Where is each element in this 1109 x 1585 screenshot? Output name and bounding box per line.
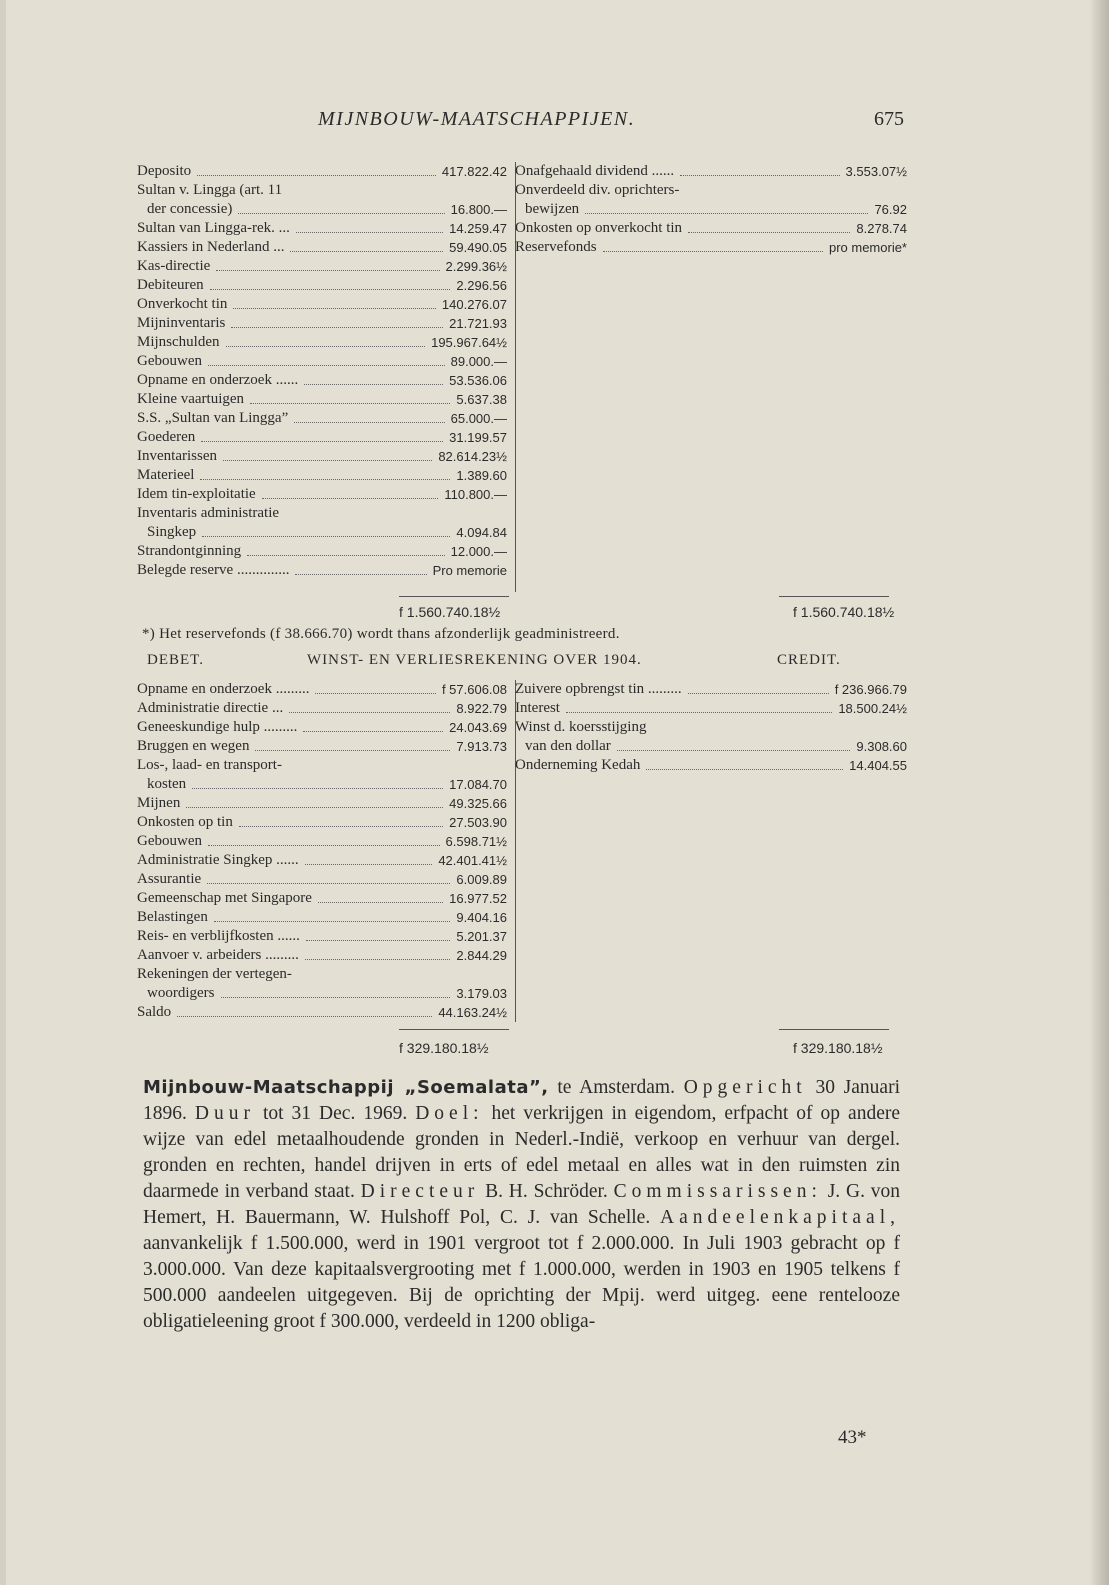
entry-label: Reis- en verblijfkosten ......: [137, 928, 300, 944]
entry-row: [137, 485, 507, 504]
total-rule-right: [779, 596, 889, 597]
entry-label: Aanvoer v. arbeiders .........: [137, 947, 299, 963]
leader-dots: [210, 289, 450, 290]
leader-dots: [688, 232, 850, 233]
leader-dots: [294, 422, 445, 423]
entry-label: Belastingen: [137, 909, 208, 925]
entry-label: Inventarissen: [137, 448, 217, 464]
entry-amount: 31.199.57: [449, 430, 507, 445]
leader-dots: [238, 213, 445, 214]
entry-row: [515, 200, 907, 219]
entry-amount: 42.401.41½: [438, 853, 507, 868]
entry-label: Opname en onderzoek ......: [137, 372, 299, 388]
entry-label: Debiteuren: [137, 277, 204, 293]
leader-dots: [192, 788, 443, 789]
leader-dots: [295, 574, 427, 575]
entry-row: [137, 946, 507, 965]
balance-debit-column: [137, 162, 516, 592]
entry-amount: 195.967.64½: [431, 335, 507, 350]
entry-label: Goederen: [137, 429, 196, 445]
leader-dots: [233, 308, 436, 309]
leader-dots: [303, 731, 443, 732]
entry-label: Kassiers in Nederland ...: [137, 239, 285, 255]
leader-dots: [216, 270, 440, 271]
entry-label: Administratie directie ...: [137, 700, 284, 716]
entry-row: [137, 238, 507, 257]
leader-dots: [250, 403, 450, 404]
entry-row: [137, 504, 507, 523]
leader-dots: [306, 940, 450, 941]
entry-amount: f 57.606.08: [441, 682, 507, 697]
pl-debit-column: [137, 680, 516, 1022]
entry-amount: f 236.966.79: [834, 682, 907, 697]
entry-label: Assurantie: [137, 871, 202, 887]
entry-row: [137, 889, 507, 908]
leader-dots: [186, 807, 443, 808]
footnote: *) Het reservefonds (f 38.666.70) wordt thans afzonderlijk geadministreerd.: [142, 626, 620, 642]
pl-rule-left: [399, 1029, 509, 1030]
entry-label: Deposito: [137, 163, 192, 179]
pl-total-right: f 329.180.18½: [793, 1040, 883, 1056]
entry-amount: 140.276.07: [441, 297, 507, 312]
entry-row: [137, 181, 507, 200]
debet-label: DEBET.: [147, 652, 204, 668]
entry-amount: 9.404.16: [456, 910, 507, 925]
entry-label: Gebouwen: [137, 353, 202, 369]
kapitaal-label: Aandeelenkapitaal,: [660, 1207, 900, 1228]
duur-label: Duur: [194, 1103, 255, 1124]
leader-dots: [585, 213, 868, 214]
entry-row: [137, 984, 507, 1003]
entry-label: Onderneming Kedah: [515, 757, 641, 773]
entry-row: [137, 699, 507, 718]
entry-label: woordigers: [147, 985, 215, 1001]
entry-row: [137, 965, 507, 984]
entry-row: [515, 718, 907, 737]
leader-dots: [200, 479, 450, 480]
pl-title: WINST- EN VERLIESREKENING OVER 1904.: [307, 652, 642, 668]
leader-dots: [603, 251, 823, 252]
entry-row: [515, 219, 907, 238]
entry-label: Belegde reserve ..............: [137, 562, 290, 578]
entry-row: [515, 699, 907, 718]
entry-row: [137, 447, 507, 466]
page-gutter: [0, 0, 6, 1585]
entry-label: S.S. „Sultan van Lingga”: [137, 410, 289, 426]
entry-row: [137, 870, 507, 889]
entry-label: Geneeskundige hulp .........: [137, 719, 298, 735]
entry-label: Los-, laad- en transport-: [137, 757, 282, 773]
entry-row: [137, 295, 507, 314]
entry-amount: 417.822.42: [441, 164, 507, 179]
entry-row: [137, 927, 507, 946]
leader-dots: [688, 693, 829, 694]
directeur-label: Directeur: [360, 1181, 480, 1202]
entry-amount: 53.536.06: [449, 373, 507, 388]
entry-label: Administratie Singkep ......: [137, 852, 299, 868]
entry-row: [137, 718, 507, 737]
text-fragment: J. G. von Hemert, H. Bauermann, W. Hulshoff Pol, C. J. van Schelle.: [143, 1181, 901, 1228]
entry-row: [137, 737, 507, 756]
entry-row: [137, 908, 507, 927]
entry-amount: 17.084.70: [449, 777, 507, 792]
page-edge-shadow: [1089, 0, 1109, 1585]
entry-row: [137, 314, 507, 333]
entry-amount: 18.500.24½: [838, 701, 907, 716]
entry-label: Sultan v. Lingga (art. 11: [137, 182, 283, 198]
leader-dots: [617, 750, 850, 751]
entry-label: Gebouwen: [137, 833, 202, 849]
leader-dots: [226, 346, 425, 347]
entry-amount: 9.308.60: [856, 739, 907, 754]
entry-row: [515, 162, 907, 181]
company-description: [143, 1075, 900, 1335]
entry-amount: 8.922.79: [456, 701, 507, 716]
opgericht-label: Opgericht: [683, 1077, 807, 1098]
leader-dots: [197, 175, 436, 176]
entry-row: [137, 775, 507, 794]
entry-label: Onkosten op tin: [137, 814, 233, 830]
entry-amount: 24.043.69: [449, 720, 507, 735]
entry-amount: 2.296.56: [456, 278, 507, 293]
entry-label: bewijzen: [525, 201, 580, 217]
entry-amount: 27.503.90: [449, 815, 507, 830]
leader-dots: [201, 441, 443, 442]
entry-row: [137, 333, 507, 352]
entry-amount: 21.721.93: [449, 316, 507, 331]
entry-amount: Pro memorie: [432, 563, 507, 578]
entry-amount: 5.201.37: [456, 929, 507, 944]
entry-row: [137, 756, 507, 775]
entry-amount: 89.000.—: [450, 354, 507, 369]
entry-amount: 5.637.38: [456, 392, 507, 407]
entry-row: [137, 409, 507, 428]
entry-amount: 2.844.29: [456, 948, 507, 963]
leader-dots: [296, 232, 443, 233]
leader-dots: [208, 365, 445, 366]
entry-amount: 16.977.52: [449, 891, 507, 906]
entry-amount: 82.614.23½: [438, 449, 507, 464]
entry-label: Bruggen en wegen: [137, 738, 250, 754]
entry-row: [515, 756, 907, 775]
leader-dots: [221, 997, 450, 998]
leader-dots: [247, 555, 445, 556]
signature-mark: 43*: [838, 1427, 867, 1448]
entry-amount: 16.800.—: [450, 202, 507, 217]
entry-amount: 1.389.60: [456, 468, 507, 483]
entry-row: [137, 219, 507, 238]
entry-amount: 59.490.05: [449, 240, 507, 255]
entry-amount: 76.92: [874, 202, 907, 217]
leader-dots: [223, 460, 432, 461]
leader-dots: [255, 750, 450, 751]
entry-label: Winst d. koersstijging: [515, 719, 647, 735]
entry-row: [137, 794, 507, 813]
text-fragment: het verkrijgen in eigendom, erfpacht of op andere wijze van edel metaalhoudende gronden in Nederl.-Indië, verkoop en verhuur van dergel. gronden en rechten, handel drijven in erts of edel metaal en alles wat in den ruimsten zin daarmede in verband staat.: [143, 1103, 901, 1202]
leader-dots: [177, 1016, 432, 1017]
entry-label: Onkosten op onverkocht tin: [515, 220, 683, 236]
entry-label: der concessie): [147, 201, 233, 217]
entry-amount: 3.553.07½: [845, 164, 907, 179]
entry-row: [137, 466, 507, 485]
leader-dots: [208, 845, 440, 846]
entry-label: Opname en onderzoek .........: [137, 681, 310, 697]
running-head: [0, 108, 1109, 134]
entry-amount: pro memorie*: [828, 240, 907, 255]
entry-row: [137, 542, 507, 561]
entry-label: kosten: [147, 776, 187, 792]
balance-credit-column: [515, 162, 907, 257]
balance-total-right: f 1.560.740.18½: [793, 604, 895, 620]
pl-rule-right: [779, 1029, 889, 1030]
entry-row: [137, 813, 507, 832]
pl-total-left: f 329.180.18½: [399, 1040, 489, 1056]
entry-row: [515, 737, 907, 756]
entry-row: [137, 428, 507, 447]
entry-label: Rekeningen der vertegen-: [137, 966, 292, 982]
entry-label: Mijninventaris: [137, 315, 226, 331]
entry-amount: 49.325.66: [449, 796, 507, 811]
entry-amount: 14.404.55: [849, 758, 907, 773]
leader-dots: [304, 384, 443, 385]
leader-dots: [214, 921, 450, 922]
text-fragment: aanvankelijk f 1.500.000, werd in 1901 vergroot tot f 2.000.000. In Juli 1903 gebracht op f 3.000.000. Van deze kapitaalsvergrooting met f 1.000.000, werden in 1903 en 1905 telkens f 500.000 aandeelen uitgegeven. Bij de oprichting der Mpij. werd uitgeg. eene rentelooze obligatieleening groot f 300.000, verdeeld in 1200 obliga-: [143, 1233, 900, 1332]
entry-label: Singkep: [147, 524, 197, 540]
page-number: 675: [874, 108, 904, 130]
entry-row: [137, 832, 507, 851]
entry-row: [137, 352, 507, 371]
entry-label: Materieel: [137, 467, 195, 483]
text-fragment: 30 Januari 1896.: [143, 1077, 900, 1124]
entry-row: [515, 238, 907, 257]
entry-label: van den dollar: [525, 738, 611, 754]
text-fragment: tot 31 Dec. 1969.: [254, 1103, 416, 1124]
entry-label: Reservefonds: [515, 239, 597, 255]
text-fragment: B. H. Schröder.: [479, 1181, 614, 1202]
entry-row: [137, 523, 507, 542]
entry-label: Strandontginning: [137, 543, 242, 559]
entry-amount: 65.000.—: [450, 411, 507, 426]
leader-dots: [231, 327, 443, 328]
running-head-title: MIJNBOUW-MAATSCHAPPIJEN.: [318, 108, 636, 130]
entry-amount: 4.094.84: [456, 525, 507, 540]
entry-row: [137, 851, 507, 870]
total-rule-left: [399, 596, 509, 597]
entry-row: [137, 371, 507, 390]
credit-label: CREDIT.: [777, 652, 841, 668]
pl-heading: [137, 652, 907, 674]
entry-amount: 110.800.—: [444, 487, 507, 502]
entry-label: Idem tin-exploitatie: [137, 486, 256, 502]
balance-totals: [137, 592, 907, 626]
pl-credit-column: [515, 680, 907, 775]
entry-label: Kleine vaartuigen: [137, 391, 245, 407]
entry-label: Zuivere opbrengst tin .........: [515, 681, 682, 697]
entry-row: [137, 276, 507, 295]
leader-dots: [305, 959, 450, 960]
leader-dots: [290, 251, 443, 252]
entry-amount: 6.009.89: [456, 872, 507, 887]
entry-row: [137, 162, 507, 181]
entry-amount: 2.299.36½: [445, 259, 507, 274]
company-name: Mijnbouw-Maatschappij „Soemalata”,: [143, 1077, 549, 1098]
balance-total-left: f 1.560.740.18½: [399, 604, 501, 620]
doel-label: Doel:: [415, 1103, 484, 1124]
text-fragment: te Amsterdam.: [548, 1077, 684, 1098]
entry-label: Inventaris administratie: [137, 505, 280, 521]
commissarissen-label: Commissarissen:: [613, 1181, 822, 1202]
leader-dots: [202, 536, 450, 537]
entry-label: Gemeenschap met Singapore: [137, 890, 312, 906]
entry-amount: 7.913.73: [456, 739, 507, 754]
pl-account: [137, 680, 907, 1022]
leader-dots: [318, 902, 443, 903]
leader-dots: [207, 883, 450, 884]
entry-label: Onafgehaald dividend ......: [515, 163, 675, 179]
leader-dots: [646, 769, 843, 770]
entry-label: Onverdeeld div. oprichters-: [515, 182, 680, 198]
entry-row: [137, 200, 507, 219]
leader-dots: [305, 864, 432, 865]
entry-label: Interest: [515, 700, 560, 716]
entry-amount: 12.000.—: [450, 544, 507, 559]
entry-row: [515, 181, 907, 200]
entry-label: Onverkocht tin: [137, 296, 228, 312]
entry-row: [137, 561, 507, 580]
entry-label: Saldo: [137, 1004, 172, 1020]
entry-amount: 6.598.71½: [445, 834, 507, 849]
entry-row: [137, 680, 507, 699]
entry-label: Sultan van Lingga-rek. ...: [137, 220, 290, 236]
entry-amount: 14.259.47: [449, 221, 507, 236]
entry-label: Mijnschulden: [137, 334, 220, 350]
leader-dots: [262, 498, 438, 499]
leader-dots: [680, 175, 840, 176]
entry-amount: 8.278.74: [856, 221, 907, 236]
leader-dots: [566, 712, 832, 713]
entry-row: [137, 257, 507, 276]
entry-amount: 44.163.24½: [438, 1005, 507, 1020]
entry-amount: 3.179.03: [456, 986, 507, 1001]
balance-sheet: [137, 162, 907, 592]
leader-dots: [239, 826, 443, 827]
leader-dots: [315, 693, 436, 694]
leader-dots: [289, 712, 450, 713]
entry-label: Kas-directie: [137, 258, 211, 274]
pl-totals: [137, 1026, 907, 1062]
entry-row: [515, 680, 907, 699]
entry-row: [137, 390, 507, 409]
entry-label: Mijnen: [137, 795, 181, 811]
entry-row: [137, 1003, 507, 1022]
